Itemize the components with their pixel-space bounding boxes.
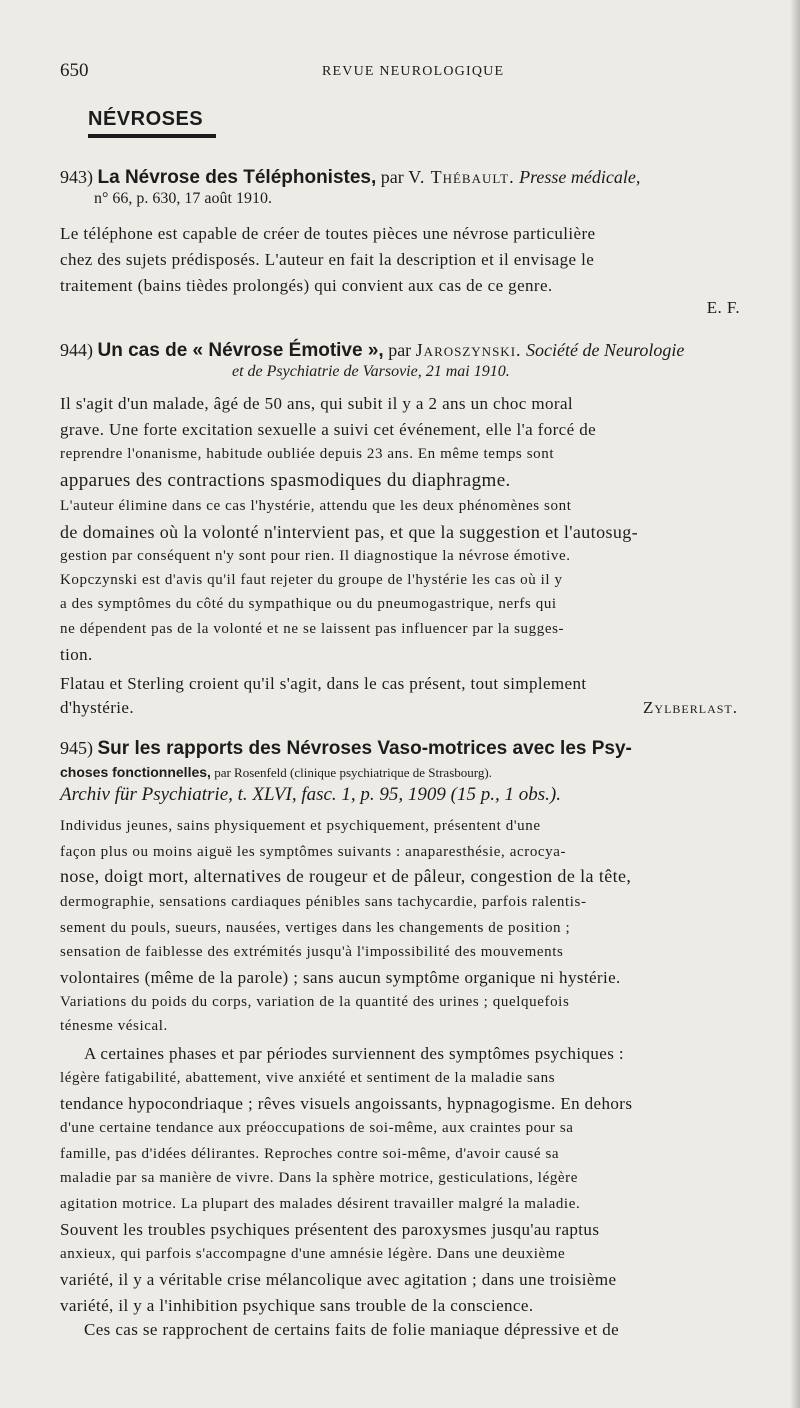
body-line: sensation de faiblesse des extrémités jusqu'à l'impossibilité des mouvements (60, 944, 564, 960)
page-number: 650 (60, 60, 89, 81)
body-line: apparues des contractions spasmodiques du diaphragme. (60, 470, 511, 491)
body-line: Souvent les troubles psychiques présentent des paroxysmes jusqu'au raptus (60, 1220, 600, 1239)
entry-title: La Névrose des Téléphonistes, (97, 167, 377, 188)
entry-source-line3: Archiv für Psychiatrie, t. XLVI, fasc. 1, p. 95, 1909 (15 p., 1 obs.). (60, 784, 561, 805)
entry-title: Un cas de « Névrose Émotive », (97, 340, 384, 361)
entry-number: 945) (60, 738, 93, 758)
entry-author: V. Thébault. (408, 167, 515, 187)
body-line: Il s'agit d'un malade, âgé de 50 ans, qui subit il y a 2 ans un choc moral (60, 394, 574, 413)
body-line: Kopczynski est d'avis qu'il faut rejeter du groupe de l'hystérie les cas où il y (60, 572, 563, 588)
body-line: sement du pouls, sueurs, nausées, vertiges dans les changements de position ; (60, 920, 571, 936)
entry-source: Société de Neurologie (526, 340, 685, 360)
body-line: L'auteur élimine dans ce cas l'hystérie, attendu que les deux phénomènes sont (60, 498, 572, 514)
body-line: tendance hypocondriaque ; rêves visuels angoissants, hypnagogisme. En dehors (60, 1094, 633, 1113)
body-line: Flatau et Sterling croient qu'il s'agit, dans le cas présent, tout simplement (60, 674, 587, 693)
body-line: anxieux, qui parfois s'accompagne d'une amnésie légère. Dans une deuxième (60, 1246, 566, 1262)
body-line: variété, il y a l'inhibition psychique sans trouble de la conscience. (60, 1296, 534, 1315)
body-line: Le téléphone est capable de créer de toutes pièces une névrose particulière (60, 224, 596, 243)
body-line: tion. (60, 645, 93, 664)
body-line: variété, il y a véritable crise mélancolique avec agitation ; dans une troisième (60, 1270, 617, 1289)
entry-by: par (388, 340, 412, 360)
body-line: de domaines où la volonté n'intervient pas, et que la suggestion et l'autosug- (60, 522, 639, 542)
body-line: a des symptômes du côté du sympathique ou du pneumogastrique, nerfs qui (60, 596, 557, 612)
entry-author-affiliation: par Rosenfeld (clinique psychiatrique de Strasbourg). (214, 765, 492, 780)
body-line: chez des sujets prédisposés. L'auteur en fait la description et il envisage le (60, 250, 595, 269)
entry-number: 943) (60, 167, 93, 187)
body-line: volontaires (même de la parole) ; sans aucun symptôme organique ni hystérie. (60, 968, 621, 987)
body-line: façon plus ou moins aiguë les symptômes suivants : anaparesthésie, acrocya- (60, 844, 567, 860)
body-line: gestion par conséquent n'y sont pour rien. Il diagnostique la névrose émotive. (60, 548, 571, 564)
entry-title-line2: choses fonctionnelles, (60, 764, 211, 780)
signature: E. F. (706, 298, 740, 317)
page-edge-shadow (790, 0, 800, 1408)
body-line: nose, doigt mort, alternatives de rougeur et de pâleur, congestion de la tête, (60, 866, 632, 886)
entry-944-heading (60, 340, 684, 362)
entry-title: Sur les rapports des Névroses Vaso-motrices avec les Psy- (97, 738, 632, 759)
running-head: REVUE NEUROLOGIQUE (322, 64, 505, 79)
entry-author: Jaroszynski. (415, 340, 522, 360)
entry-945-heading-line2 (60, 764, 492, 781)
body-line: Variations du poids du corps, variation de la quantité des urines ; quelquefois (60, 994, 570, 1010)
body-line: famille, pas d'idées délirantes. Reproches contre soi-même, d'avoir causé sa (60, 1146, 560, 1162)
body-line: dermographie, sensations cardiaques pénibles sans tachycardie, parfois ralentis- (60, 894, 587, 910)
entry-source: Presse médicale, (519, 167, 641, 187)
entry-source-line2: n° 66, p. 630, 17 août 1910. (94, 190, 272, 207)
body-line: ténesme vésical. (60, 1018, 168, 1034)
entry-by: par (380, 167, 404, 187)
body-line: grave. Une forte excitation sexuelle a suivi cet événement, elle l'a forcé de (60, 420, 597, 439)
body-line: d'une certaine tendance aux préoccupations de soi-même, aux craintes pour sa (60, 1120, 574, 1136)
body-line: agitation motrice. La plupart des malades désirent travailler malgré la maladie. (60, 1196, 581, 1212)
section-title: NÉVROSES (88, 108, 204, 130)
body-line: Individus jeunes, sains physiquement et psychiquement, présentent d'une (60, 818, 541, 834)
section-rule (88, 134, 216, 138)
body-line: d'hystérie. (60, 698, 135, 717)
body-line: légère fatigabilité, abattement, vive anxiété et sentiment de la maladie sans (60, 1070, 556, 1086)
entry-943-heading (60, 167, 640, 189)
body-line: traitement (bains tièdes prolongés) qui convient aux cas de ce genre. (60, 276, 553, 295)
entry-number: 944) (60, 340, 93, 360)
entry-source-line2: et de Psychiatrie de Varsovie, 21 mai 1910. (232, 363, 510, 380)
body-line: Ces cas se rapprochent de certains faits de folie maniaque dépressive et de (84, 1320, 620, 1339)
signature: Zylberlast. (643, 698, 738, 717)
body-line: reprendre l'onanisme, habitude oubliée depuis 23 ans. En même temps sont (60, 446, 555, 462)
body-line: ne dépendent pas de la volonté et ne se laissent pas influencer par la sugges- (60, 621, 565, 637)
entry-945-heading (60, 738, 632, 760)
body-line: A certaines phases et par périodes surviennent des symptômes psychiques : (84, 1044, 625, 1063)
body-line: maladie par sa manière de vivre. Dans la sphère motrice, gesticulations, légère (60, 1170, 579, 1186)
